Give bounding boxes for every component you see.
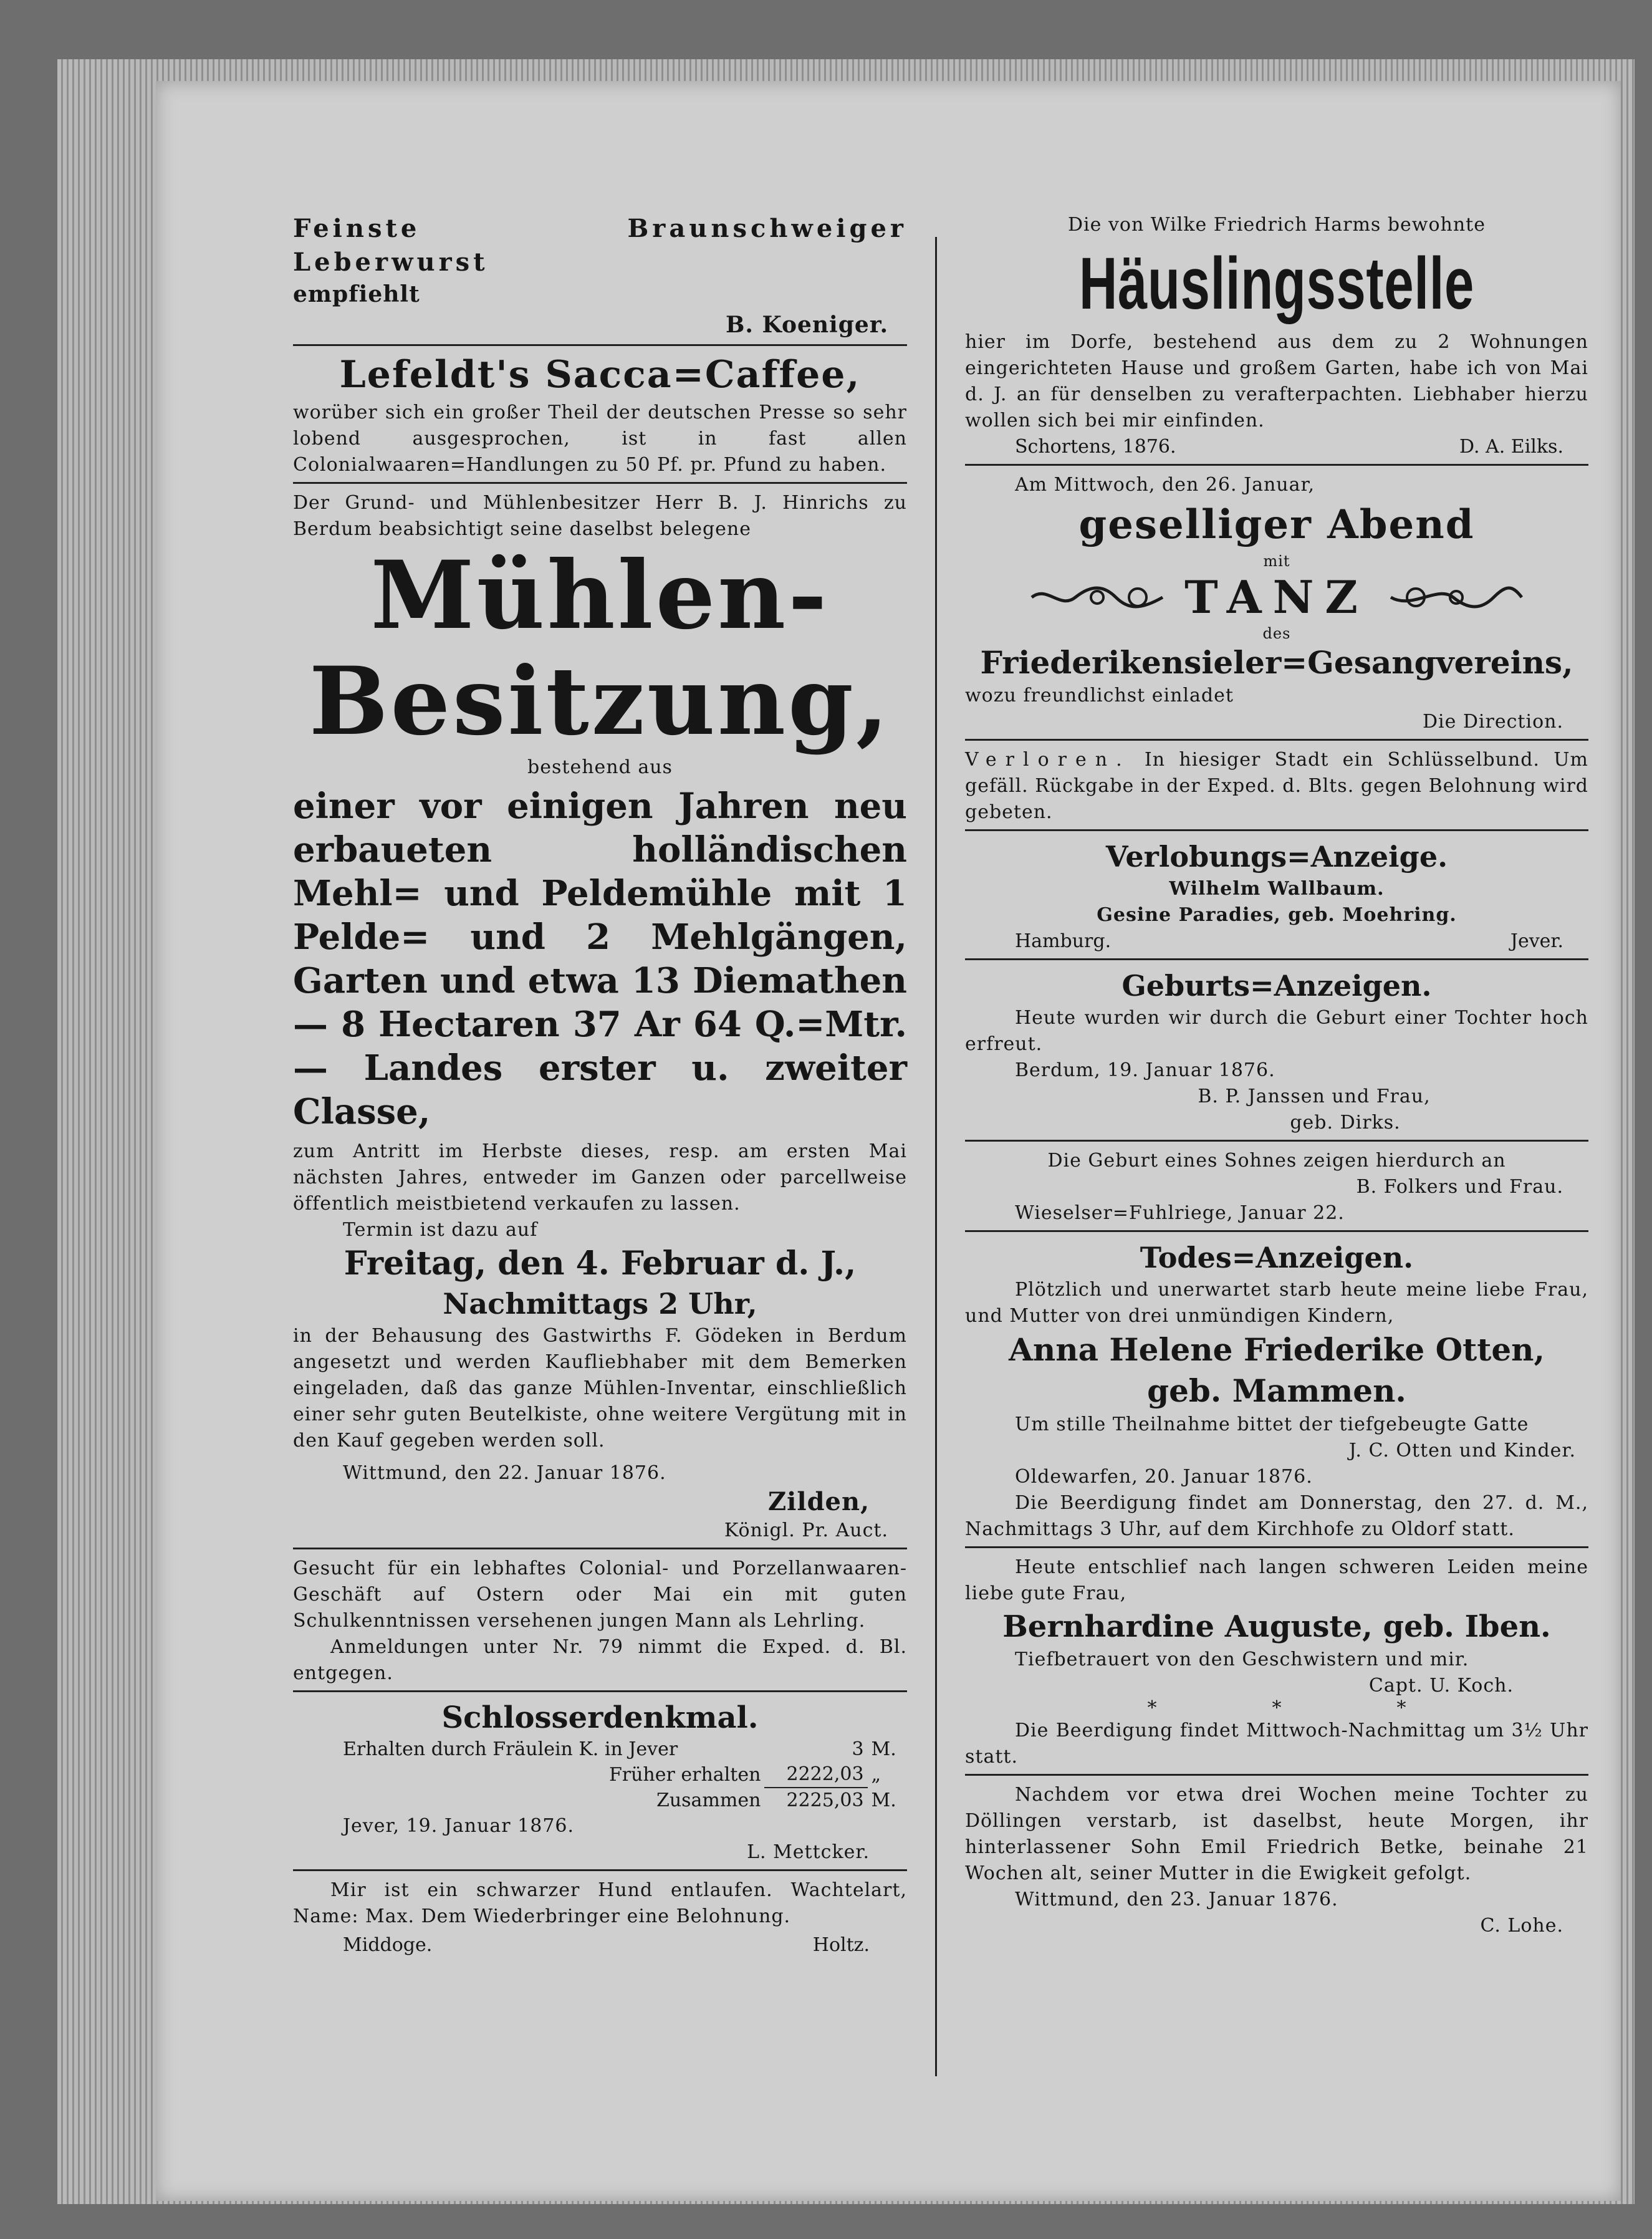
ad-tod-otten-body3: Die Beerdigung findet am Donnerstag, den 27. d. M., Nachmittags 3 Uhr, auf dem Kirchhofe zu Oldorf statt. — [965, 1492, 1588, 1540]
ad-tod-otten-body2: Um stille Theilnahme bittet der tiefgebeugte Gatte — [1015, 1413, 1529, 1435]
ad-tod-otten-name1: Anna Helene Friederike Otten, — [1009, 1331, 1545, 1368]
ad-tod-otten-name2: geb. Mammen. — [1147, 1372, 1406, 1409]
divider — [965, 958, 1588, 960]
ad-muehle-date1: Freitag, den 4. Februar d. J., — [343, 1245, 857, 1283]
asterisk-separator — [965, 1699, 1588, 1718]
ad-muehle-place: Wittmund, den 22. Januar 1876. — [343, 1462, 666, 1484]
ad-tod-otten-signer: J. C. Otten und Kinder. — [1348, 1440, 1576, 1461]
ornament-right-icon — [1388, 579, 1525, 616]
divider — [293, 344, 907, 346]
divider — [965, 1546, 1588, 1548]
ad-schlosserdenkmal-table — [293, 1737, 907, 1813]
ad-muehle-title1: Mühlen- — [370, 541, 830, 650]
divider — [965, 829, 1588, 831]
ad-muehle-body: zum Antritt im Herbste dieses, resp. am ersten Mai nächsten Jahres, entweder im Ganzen oder parcellweise öffentlich meistbietend verkaufen zu lassen. — [293, 1140, 907, 1215]
divider — [293, 1869, 907, 1871]
ad-hund — [293, 1877, 907, 1958]
ad-tod-otten — [965, 1238, 1588, 1543]
ad-muehle-intro: Der Grund- und Mühlenbesitzer Herr B. J. Hinrichs zu Berdum beabsichtigt seine daselbst belegene — [293, 492, 907, 540]
ad-abend-invite: wozu freundlichst einladet — [965, 685, 1234, 706]
ad-muehle-consisting: bestehend aus — [527, 756, 673, 778]
row-value: 3 — [852, 1738, 864, 1760]
row-value: 2225,03 — [764, 1788, 867, 1813]
ad-verlobung-title: Verlobungs=Anzeige. — [1105, 840, 1448, 874]
asterisk: * — [1147, 1697, 1157, 1719]
column-divider — [935, 237, 937, 2076]
right-column — [965, 212, 1588, 1939]
ad-caffee-body: worüber sich ein großer Theil der deutschen Presse so sehr lobend ausgesprochen, ist in fast allen Colonialwaaren=Handlungen zu 50 Pf. pr. Pfund zu haben. — [293, 402, 907, 476]
divider — [293, 1548, 907, 1549]
divider — [965, 464, 1588, 466]
ad-tod-betke-signer: C. Lohe. — [1480, 1915, 1563, 1937]
ad-haeuslingsstelle — [965, 212, 1588, 460]
left-column — [293, 212, 907, 1958]
ad-abend-signer: Die Direction. — [1422, 711, 1563, 733]
ad-tod-koch-mourn: Tiefbetrauert von den Geschwistern und mir. — [1015, 1649, 1469, 1670]
ad-haeuslingsstelle-place: Schortens, 1876. — [1015, 436, 1176, 458]
ad-muehle-termin: Termin ist dazu auf — [343, 1219, 538, 1241]
ad-leberwurst-signer: B. Koeniger. — [725, 312, 888, 338]
row-label: Früher erhalten — [608, 1763, 761, 1786]
ad-tod-otten-title: Todes=Anzeigen. — [1140, 1241, 1414, 1274]
ad-verlobung-place2: Jever. — [1510, 930, 1563, 952]
ad-geburt-sohn-place: Wieselser=Fuhlriege, Januar 22. — [1015, 1202, 1345, 1224]
ad-lehrling — [293, 1556, 907, 1687]
row-label: Zusammen — [656, 1789, 761, 1811]
ornament-left-icon — [1029, 579, 1166, 616]
ad-geburt-place: Berdum, 19. Januar 1876. — [1015, 1059, 1275, 1081]
row-unit: „ — [871, 1763, 881, 1786]
row-label: Erhalten durch Fräulein K. in Jever — [343, 1738, 678, 1760]
ad-schlosserdenkmal-signer: L. Mettcker. — [747, 1841, 870, 1863]
ad-tod-koch-signer: Capt. U. Koch. — [1368, 1675, 1514, 1697]
ad-geburt-sohn-signer: B. Folkers und Frau. — [1356, 1176, 1563, 1198]
ad-haeuslingsstelle-body: hier im Dorfe, bestehend aus dem zu 2 Wohnungen eingerichteten Hause und großem Garten, habe ich von Mai d. J. an für denselben zu verafterpachten. Liebhaber hierzu wollen sich bei mir einfinden. — [965, 331, 1588, 431]
ad-hund-place: Middoge. — [343, 1934, 433, 1956]
ad-abend-des: des — [1262, 625, 1291, 642]
divider — [965, 1140, 1588, 1142]
ad-leberwurst — [293, 212, 907, 340]
table-row — [293, 1737, 907, 1762]
ad-leberwurst-line2: empfiehlt — [293, 281, 420, 307]
ad-abend — [965, 472, 1588, 735]
divider — [965, 739, 1588, 741]
ad-muehle-body2: in der Behausung des Gastwirths F. Gödeken in Berdum angesetzt und werden Kaufliebhaber mit dem Bemerken eingeladen, daß das ganze Mühlen-Inventar, einschließlich einer sehr guten Beutelkiste, ohne weitere Vergütung mit in den Kauf gegeben werden soll. — [293, 1325, 907, 1452]
ad-muehle-list: einer vor einigen Jahren neu erbaueten holländischen Mehl= und Peldemühle mit 1 Pelde= und 2 Mehlgängen, Garten und etwa 13 Diemathen — 8 Hectaren 37 Ar 64 Q.=Mtr. — Landes erster u. zweiter Classe, — [293, 786, 907, 1132]
ad-tod-betke-place: Wittmund, den 23. Januar 1876. — [1015, 1889, 1338, 1910]
ad-verlobung-name1: Wilhelm Wallbaum. — [1169, 878, 1385, 900]
ad-verloren-label: Verloren. — [965, 749, 1131, 771]
ad-verlobung — [965, 837, 1588, 955]
divider — [965, 1230, 1588, 1232]
ad-haeuslingsstelle-intro: Die von Wilke Friedrich Harms bewohnte — [1068, 214, 1486, 236]
ad-tod-otten-place: Oldewarfen, 20. Januar 1876. — [1015, 1466, 1313, 1488]
ad-abend-mit: mit — [1263, 552, 1290, 570]
ad-lehrling-body: Gesucht für ein lebhaftes Colonial- und Porzellanwaaren-Geschäft auf Ostern oder Mai ein mit guten Schulkenntnissen versehenen jungen Mann als Lehrling. — [293, 1558, 907, 1632]
ad-tod-otten-body: Plötzlich und unerwartet starb heute meine liebe Frau, und Mutter von drei unmündigen Kindern, — [965, 1279, 1588, 1327]
ad-schlosserdenkmal — [293, 1698, 907, 1866]
ad-caffee-title: Lefeldt's Sacca=Caffee, — [339, 353, 861, 397]
ad-geburt-sohn-body: Die Geburt eines Sohnes zeigen hierdurch an — [1047, 1150, 1506, 1172]
ad-schlosserdenkmal-place: Jever, 19. Januar 1876. — [343, 1815, 575, 1837]
ad-geburt-signer2: geb. Dirks. — [1290, 1112, 1401, 1134]
divider — [965, 1774, 1588, 1776]
ad-muehle — [293, 490, 907, 1544]
ad-muehle-date2: Nachmittags 2 Uhr, — [443, 1287, 757, 1321]
ad-haeuslingsstelle-title: Häuslingsstelle — [1078, 243, 1475, 325]
ad-tod-koch — [965, 1554, 1588, 1770]
ad-hund-signer: Holtz. — [812, 1934, 870, 1956]
divider — [293, 482, 907, 484]
ad-muehle-signer: Zilden, — [767, 1487, 870, 1516]
ad-schlosserdenkmal-title: Schlosserdenkmal. — [441, 1700, 759, 1735]
ad-verlobung-place1: Hamburg. — [1015, 930, 1112, 952]
row-value: 2222,03 — [786, 1763, 864, 1785]
ad-geburt-body: Heute wurden wir durch die Geburt einer Tochter hoch erfreut. — [965, 1007, 1588, 1055]
ad-abend-title: geselliger Abend — [1078, 501, 1475, 548]
ad-geburt-title: Geburts=Anzeigen. — [1121, 969, 1432, 1003]
ad-tod-betke — [965, 1782, 1588, 1939]
row-unit: M. — [871, 1789, 896, 1811]
ad-verlobung-name2: Gesine Paradies, geb. Moehring. — [1097, 904, 1457, 926]
ad-tod-betke-body: Nachdem vor etwa drei Wochen meine Tochter zu Döllingen verstarb, ist daselbst, heute Morgen, ihr hinterlassener Sohn Emil Friedrich Betke, beinahe 21 Wochen alt, seiner Mutter in die Ewigkeit gefolgt. — [965, 1784, 1588, 1884]
ad-geburt-signer: B. P. Janssen und Frau, — [1198, 1086, 1431, 1107]
ad-abend-dance-row — [965, 571, 1588, 624]
table-row — [293, 1788, 907, 1813]
asterisk: * — [1396, 1697, 1406, 1719]
ad-leberwurst-line1: Feinste Braunschweiger Leberwurst — [293, 214, 907, 277]
ad-abend-club: Friederikensieler=Gesangvereins, — [980, 644, 1573, 681]
ad-muehle-title2: Besitzung, — [309, 647, 891, 756]
ad-lehrling-body2: Anmeldungen unter Nr. 79 nimmt die Exped. d. Bl. entgegen. — [293, 1636, 907, 1684]
ad-haeuslingsstelle-signer: D. A. Eilks. — [1459, 436, 1563, 458]
asterisk: * — [1272, 1697, 1282, 1719]
ad-verloren-body: In hiesiger Stadt ein Schlüsselbund. Um gefäll. Rückgabe in der Exped. d. Blts. gegen Belohnung wird gebeten. — [965, 749, 1588, 823]
ad-muehle-signer-title: Königl. Pr. Auct. — [724, 1519, 888, 1541]
ad-abend-date: Am Mittwoch, den 26. Januar, — [1015, 474, 1315, 496]
ad-hund-body: Mir ist ein schwarzer Hund entlaufen. Wachtelart, Name: Max. Dem Wiederbringer eine Belohnung. — [293, 1879, 907, 1927]
ad-abend-dance: TANZ — [1184, 571, 1369, 624]
ad-tod-koch-body: Heute entschlief nach langen schweren Leiden meine liebe gute Frau, — [965, 1556, 1588, 1604]
ad-geburt — [965, 966, 1588, 1136]
ad-tod-koch-body2: Die Beerdigung findet Mittwoch-Nachmittag um 3½ Uhr statt. — [965, 1720, 1588, 1768]
row-unit: M. — [871, 1738, 896, 1760]
divider — [293, 1690, 907, 1692]
ad-verloren — [965, 747, 1588, 826]
ad-tod-koch-name: Bernhardine Auguste, geb. Iben. — [1002, 1609, 1551, 1644]
table-row — [293, 1762, 907, 1788]
ad-geburt-sohn — [965, 1148, 1588, 1226]
ad-caffee — [293, 352, 907, 478]
